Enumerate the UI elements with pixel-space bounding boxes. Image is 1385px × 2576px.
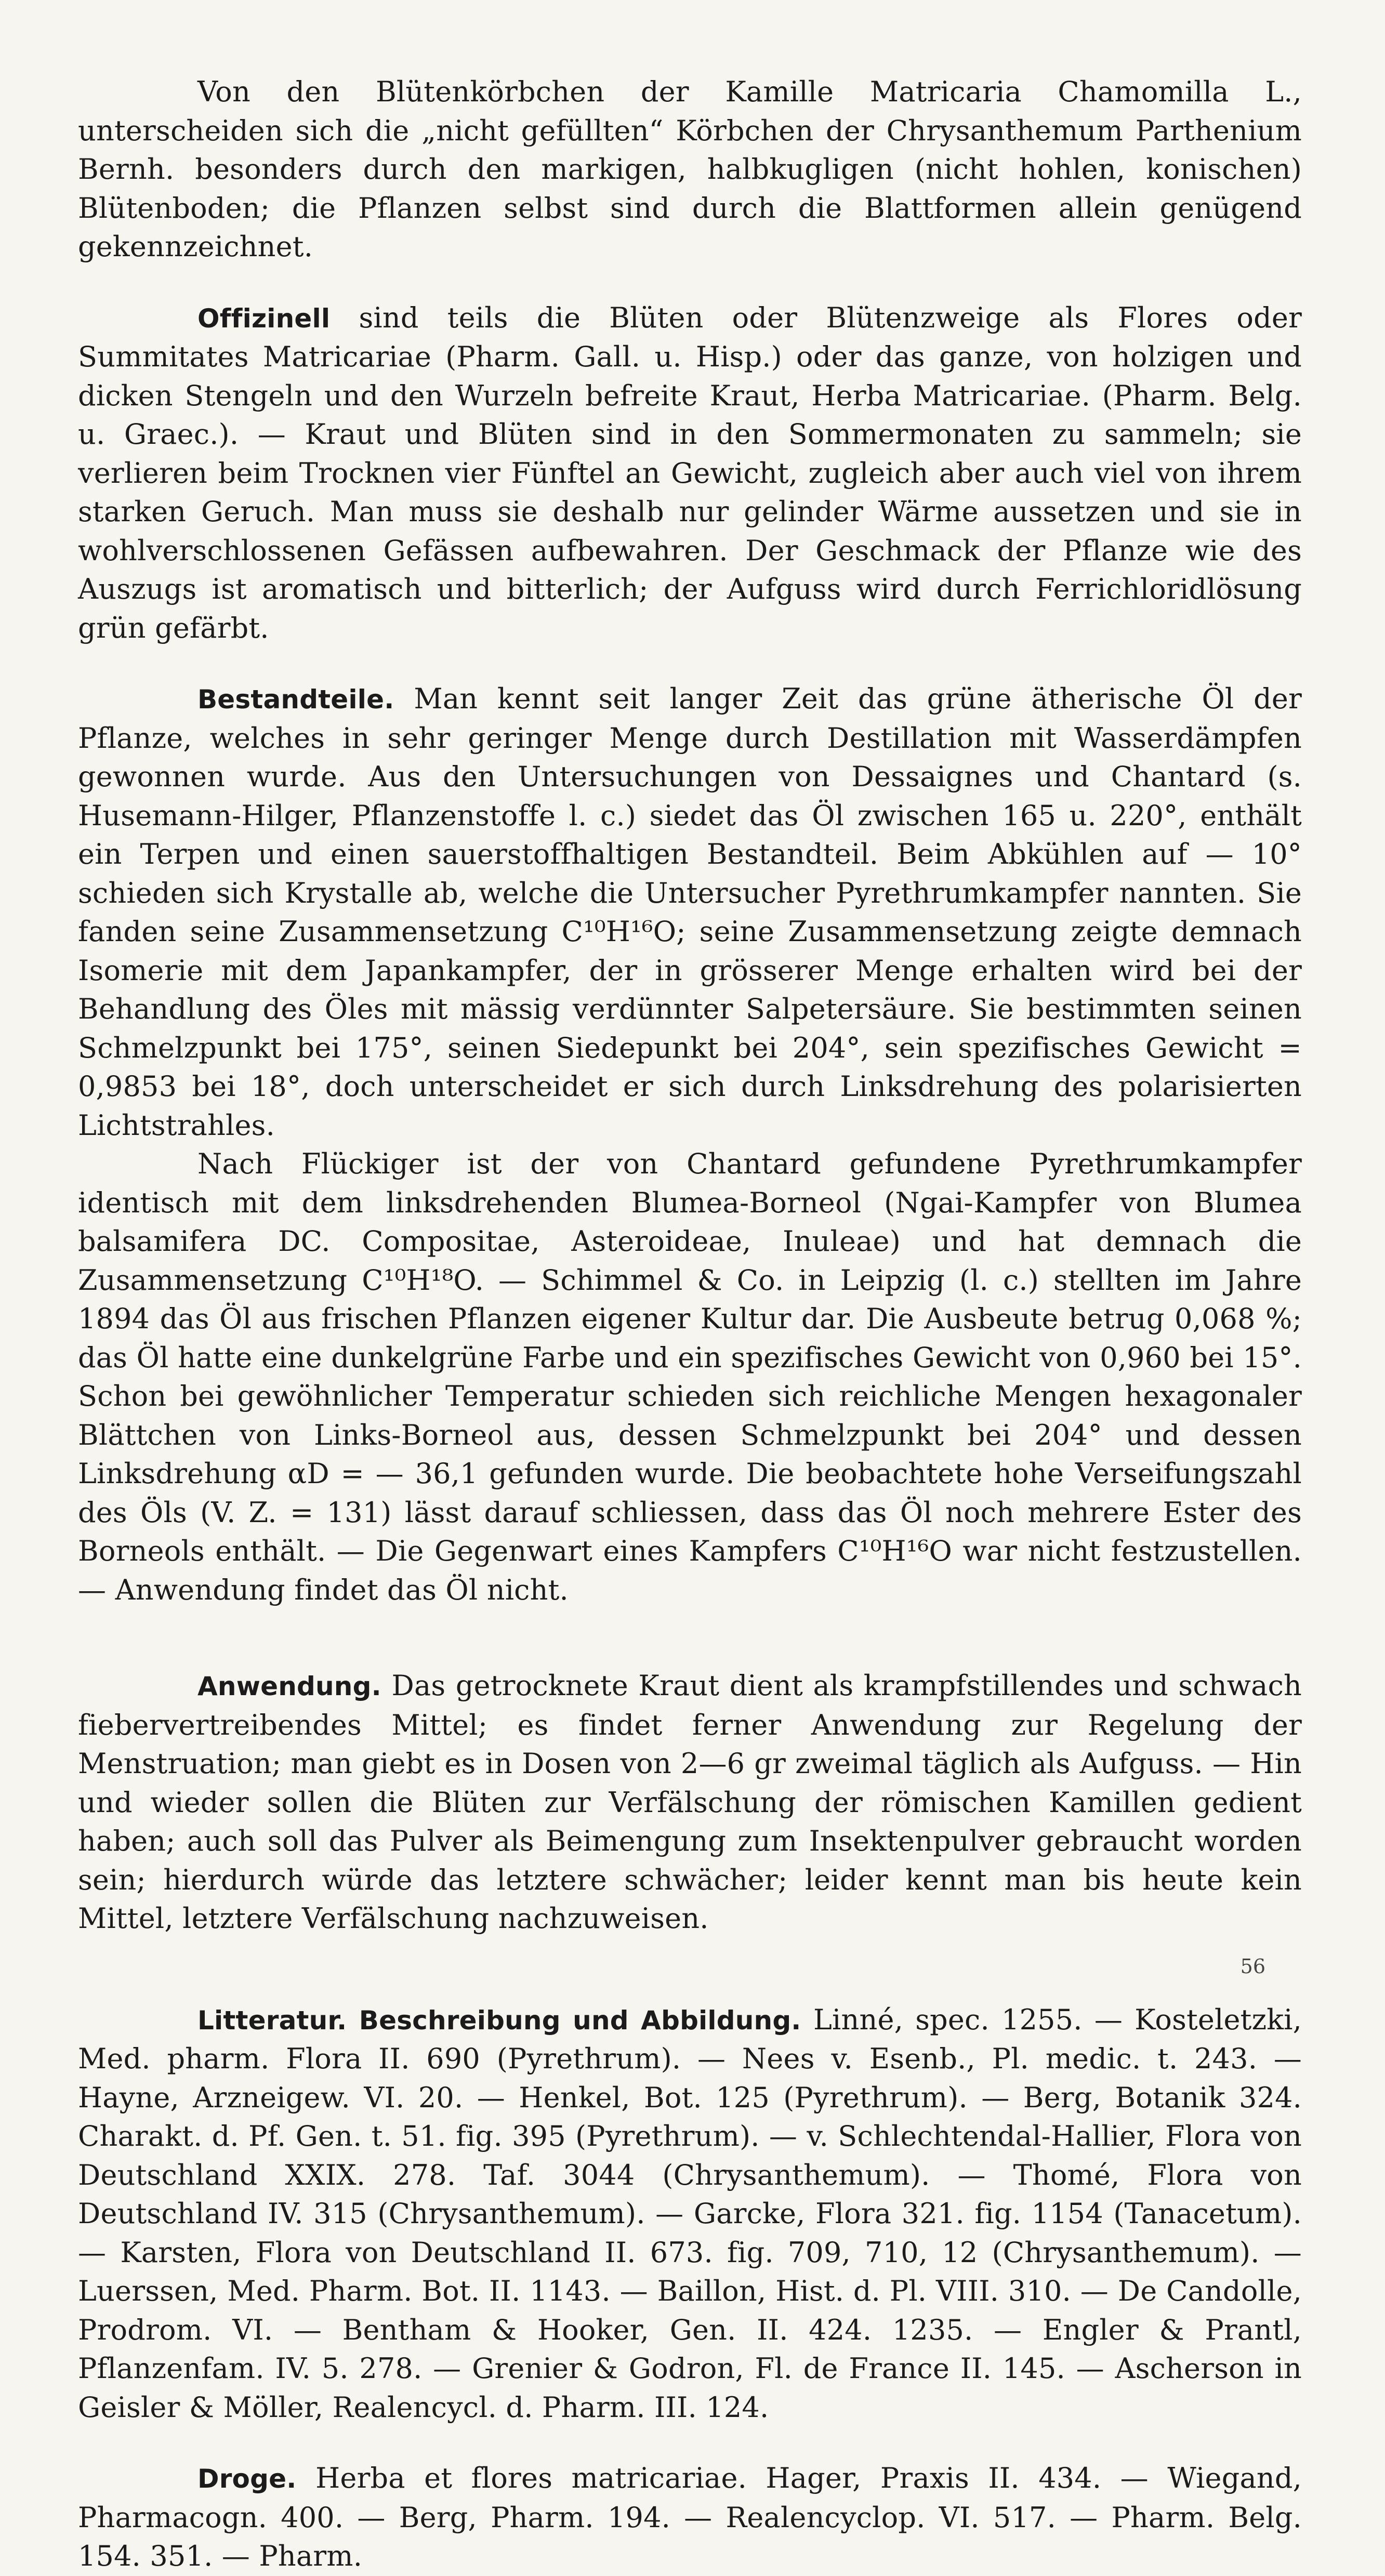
paragraph-anwendung (78, 1667, 1302, 1938)
page-text (78, 73, 1302, 2572)
paragraph-intro (78, 73, 1302, 267)
paragraph-flueckiger (78, 1145, 1302, 1609)
page-number: 56 (1240, 1955, 1265, 1978)
paragraph-flueckiger-text: Nach Flückiger ist der von Chantard gefundene Pyrethrumkampfer identisch mit dem linksdrehenden Blumea-Borneol (Ngai-Kampfer von Blumea balsamifera DC. Compositae, Asteroideae, Inuleae) und hat demnach die Zusammensetzung C¹⁰H¹⁸O. — Schimmel & Co. in Leipzig (l. c.) stellten im Jahre 1894 das Öl aus frischen Pflanzen eigener Kultur dar. Die Ausbeute betrug 0,068 %; das Öl hatte eine dunkelgrüne Farbe und ein spezifisches Gewicht von 0,960 bei 15°. Schon bei gewöhnlicher Temperatur schieden sich reichliche Mengen hexagonaler Blättchen von Links-Borneol aus, dessen Schmelzpunkt bei 204° und dessen Linksdrehung αD = — 36,1 gefunden wurde. Die beobachtete hohe Verseifungszahl des Öls (V. Z. = 131) lässt darauf schliessen, dass das Öl noch mehrere Ester des Borneols enthält. — Die Gegenwart eines Kampfers C¹⁰H¹⁶O war nicht festzustellen. — Anwendung findet das Öl nicht. (78, 1147, 1302, 1606)
heading-droge: Droge. (197, 2464, 316, 2494)
paragraph-offizinell (78, 299, 1302, 648)
heading-offizinell: Offizinell (197, 303, 359, 334)
paragraph-anwendung-text: Das getrocknete Kraut dient als krampfstillendes und schwach fiebervertreibendes Mittel; es findet ferner Anwendung zur Regelung der Menstruation; man giebt es in Dosen von 2—6 gr zweimal täglich als Aufguss. — Hin und wieder sollen die Blüten zur Verfälschung der römischen Kamillen gedient haben; auch soll das Pulver als Beimengung zum Insektenpulver gebraucht worden sein; hierdurch würde das letztere schwächer; leider kennt man bis heute kein Mittel, letztere Verfälschung nachzuweisen. (78, 1669, 1302, 1935)
paragraph-bestandteile-text: Man kennt seit langer Zeit das grüne ätherische Öl der Pflanze, welches in sehr geringer Menge durch Destillation mit Wasserdämpfen gewonnen wurde. Aus den Untersuchungen von Dessaignes und Chantard (s. Husemann-Hilger, Pflanzenstoffe l. c.) siedet das Öl zwischen 165 u. 220°, enthält ein Terpen und einen sauerstoffhaltigen Bestandteil. Beim Abkühlen auf — 10° schieden sich Krystalle ab, welche die Untersucher Pyrethrumkampfer nannten. Sie fanden seine Zusammensetzung C¹⁰H¹⁶O; seine Zusammensetzung zeigte demnach Isomerie mit dem Japankampfer, der in grösserer Menge erhalten wird bei der Behandlung des Öles mit mässig verdünnter Salpetersäure. Sie bestimmten seinen Schmelzpunkt bei 175°, seinen Siedepunkt bei 204°, sein spezifisches Gewicht = 0,9853 bei 18°, doch unterscheidet er sich durch Linksdrehung des polarisierten Lichtstrahles. (78, 682, 1302, 1142)
paragraph-intro-text: Von den Blütenkörbchen der Kamille Matricaria Chamomilla L., unterscheiden sich die „nicht gefüllten“ Körbchen der Chrysanthemum Parthenium Bernh. besonders durch den markigen, halbkugligen (nicht hohlen, konischen) Blütenboden; die Pflanzen selbst sind durch die Blattformen allein genügend gekennzeichnet. (78, 75, 1302, 263)
paragraph-droge-text: Herba et flores matricariae. Hager, Praxis II. 434. — Wiegand, Pharmacogn. 400. — Berg, Pharm. 194. — Realencyclop. VI. 517. — Pharm. Belg. 154. 351. — Pharm. (78, 2462, 1302, 2572)
paragraph-bestandteile (78, 680, 1302, 1145)
heading-bestandteile: Bestandteile. (197, 684, 414, 715)
heading-anwendung: Anwendung. (197, 1671, 392, 1701)
paragraph-litteratur (78, 2001, 1302, 2427)
paragraph-offizinell-text: sind teils die Blüten oder Blütenzweige als Flores oder Summitates Matricariae (Pharm. Gall. u. Hisp.) oder das ganze, von holzigen und dicken Stengeln und den Wurzeln befreite Kraut, Herba Matricariae. (Pharm. Belg. u. Graec.). — Kraut und Blüten sind in den Sommermonaten zu sammeln; sie verlieren beim Trocknen vier Fünftel an Gewicht, zugleich aber auch viel von ihrem starken Geruch. Man muss sie deshalb nur gelinder Wärme aussetzen und sie in wohlverschlossenen Gefässen aufbewahren. Der Geschmack der Pflanze wie des Auszugs ist aromatisch und bitterlich; der Aufguss wird durch Ferrichloridlösung grün gefärbt. (78, 301, 1302, 644)
paragraph-litteratur-text: Linné, spec. 1255. — Kosteletzki, Med. pharm. Flora II. 690 (Pyrethrum). — Nees v. Esenb., Pl. medic. t. 243. — Hayne, Arzneigew. VI. 20. — Henkel, Bot. 125 (Pyrethrum). — Berg, Botanik 324. Charakt. d. Pf. Gen. t. 51. fig. 395 (Pyrethrum). — v. Schlechtendal-Hallier, Flora von Deutschland XXIX. 278. Taf. 3044 (Chrysanthemum). — Thomé, Flora von Deutschland IV. 315 (Chrysanthemum). — Garcke, Flora 321. fig. 1154 (Tanacetum). — Karsten, Flora von Deutschland II. 673. fig. 709, 710, 12 (Chrysanthemum). — Luerssen, Med. Pharm. Bot. II. 1143. — Baillon, Hist. d. Pl. VIII. 310. — De Candolle, Prodrom. VI. — Bentham & Hooker, Gen. II. 424. 1235. — Engler & Prantl, Pflanzenfam. IV. 5. 278. — Grenier & Godron, Fl. de France II. 145. — Ascherson in Geisler & Möller, Realencycl. d. Pharm. III. 124. (78, 2003, 1302, 2424)
heading-litteratur: Litteratur. Beschreibung und Abbildung. (197, 2005, 813, 2036)
paragraph-droge (78, 2459, 1302, 2576)
